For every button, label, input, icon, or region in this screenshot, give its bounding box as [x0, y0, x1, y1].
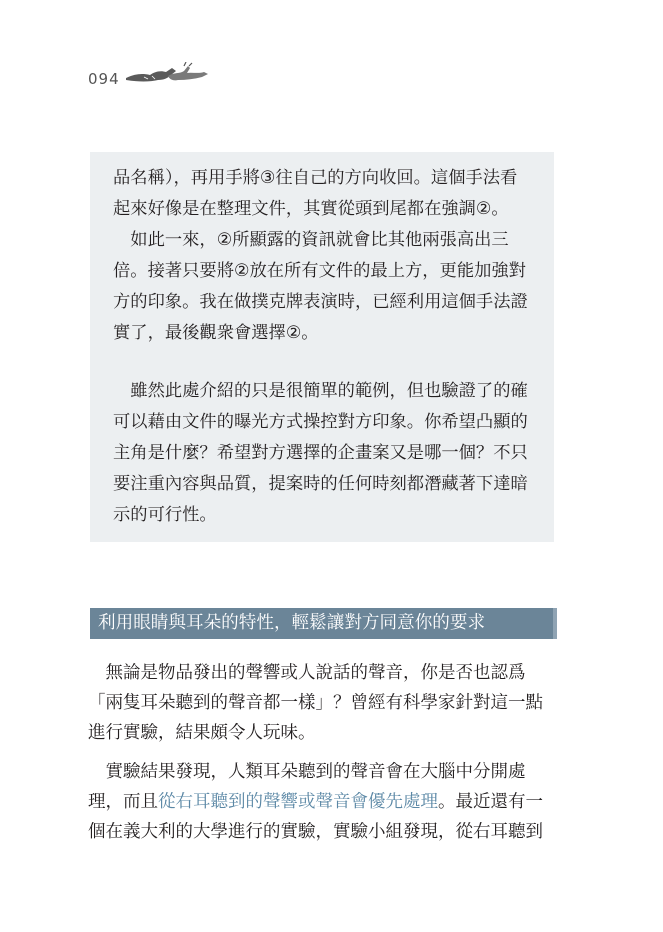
- tip-line: 倍。接著只要將②放在所有文件的最上方，更能加強對: [113, 261, 526, 281]
- tip-line: 方的印象。我在做撲克牌表演時，已經利用這個手法證: [113, 292, 528, 312]
- body-line: 進行實驗，結果頗令人玩味。: [88, 723, 316, 743]
- tip-line: 實了，最後觀衆會選擇②。: [113, 323, 319, 343]
- tip-line: 品名稱），再用手將③往自己的方向收回。這個手法看: [113, 168, 518, 188]
- tip-line: 起來好像是在整理文件，其實從頭到尾都在強調②。: [113, 199, 509, 219]
- tip-line: 要注重內容與品質，提案時的任何時刻都潛藏著下達暗: [113, 474, 528, 494]
- tip-line: 示的可行性。: [113, 505, 217, 525]
- highlighted-text: 從右耳聽到的聲響或聲音會優先處理: [158, 792, 438, 812]
- handshake-illustration-icon: [124, 62, 210, 88]
- body-line: 「兩隻耳朵聽到的聲音都一樣」？曾經有科學家針對這一點: [88, 693, 543, 713]
- tip-box-text: [113, 163, 533, 531]
- tip-line: 雖然此處介紹的只是很簡單的範例，但也驗證了的確: [113, 381, 528, 401]
- section-heading: 利用眼睛與耳朵的特性，輕鬆讓對方同意你的要求: [98, 613, 486, 633]
- tip-line: 可以藉由文件的曝光方式操控對方印象。你希望凸顯的: [113, 412, 528, 432]
- tip-line: 主角是什麼？希望對方選擇的企畫案又是哪一個？不只: [113, 443, 528, 463]
- body-line: 個在義大利的大學進行的實驗，實驗小組發現，從右耳聽到: [88, 822, 543, 842]
- body-text-prefix: 理，而且: [88, 792, 158, 812]
- page-number: 094: [88, 70, 120, 88]
- body-line: 實驗結果發現，人類耳朵聽到的聲音會在大腦中分開處: [88, 762, 526, 782]
- tip-line-spacer: [113, 349, 533, 376]
- body-text-suffix: 。最近還有一: [438, 792, 543, 812]
- body-text: [88, 658, 558, 847]
- body-line-with-highlight: [88, 787, 558, 817]
- body-line: 無論是物品發出的聲響或人說話的聲音，你是否也認爲: [88, 663, 526, 683]
- section-heading-bar: [90, 608, 557, 639]
- tip-line: 如此一來，②所顯露的資訊就會比其他兩張高出三: [113, 230, 509, 250]
